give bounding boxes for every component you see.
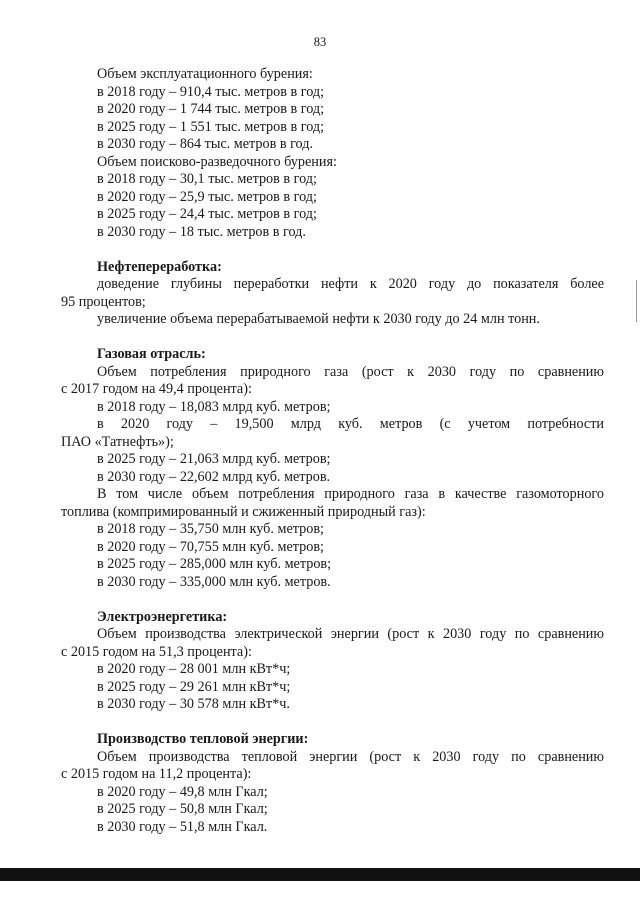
exploration-drilling-title: Объем поисково-разведочного бурения:: [97, 153, 337, 170]
refining-depth-line-cont: 95 процентов;: [61, 293, 146, 310]
gas-motor-intro: В том числе объем потребления природного газа в качестве газомоторного: [97, 486, 604, 502]
list-item: в 2025 году – 29 261 млн кВт*ч;: [97, 678, 291, 695]
list-item: в 2025 году – 1 551 тыс. метров в год;: [97, 118, 325, 135]
list-item: в 2030 году – 22,602 млрд куб. метров.: [97, 468, 331, 485]
list-item-cont: ПАО «Татнефть»);: [61, 433, 174, 450]
list-item: в 2018 году – 18,083 млрд куб. метров;: [97, 398, 331, 415]
list-item: в 2030 году – 18 тыс. метров в год.: [97, 223, 306, 240]
electricity-intro-cont: с 2015 годом на 51,3 процента):: [61, 643, 252, 660]
section-gap: [61, 714, 604, 732]
list-item: в 2025 году – 24,4 тыс. метров в год;: [97, 206, 317, 222]
exploitation-drilling-title: Объем эксплуатационного бурения:: [97, 66, 313, 82]
scan-edge-mark: [636, 280, 637, 322]
list-item: в 2020 году – 19,500 млрд куб. метров (с учетом потребности: [97, 416, 604, 432]
gas-motor-intro-cont: топлива (компримированный и сжиженный природный газ):: [61, 503, 426, 520]
list-item: в 2018 году – 30,1 тыс. метров в год;: [97, 171, 317, 187]
heat-heading: Производство тепловой энергии:: [97, 731, 309, 747]
refining-heading: Нефтепереработка:: [97, 258, 222, 275]
list-item: в 2030 году – 864 тыс. метров в год.: [97, 136, 314, 152]
list-item: в 2020 году – 25,9 тыс. метров в год;: [97, 188, 317, 205]
list-item: в 2030 году – 30 578 млн кВт*ч.: [97, 696, 290, 712]
scan-bottom-bar: [0, 868, 640, 881]
page-number: 83: [313, 35, 327, 49]
section-gap: [61, 329, 604, 347]
list-item: в 2025 году – 50,8 млн Гкал;: [97, 801, 268, 817]
refining-depth-line: доведение глубины переработки нефти к 2020 году до показателя более: [97, 276, 604, 292]
list-item: в 2020 году – 1 744 тыс. метров в год;: [97, 101, 325, 117]
list-item: в 2020 году – 28 001 млн кВт*ч;: [97, 661, 291, 677]
section-gap: [61, 241, 604, 259]
gas-heading: Газовая отрасль:: [97, 346, 206, 362]
list-item: в 2018 году – 910,4 тыс. метров в год;: [97, 83, 325, 100]
list-item: в 2030 году – 51,8 млн Гкал.: [97, 818, 268, 835]
list-item: в 2020 году – 70,755 млн куб. метров;: [97, 538, 324, 555]
gas-intro-cont: с 2017 годом на 49,4 процента):: [61, 381, 252, 397]
list-item: в 2025 году – 21,063 млрд куб. метров;: [97, 451, 331, 467]
list-item: в 2030 году – 335,000 млн куб. метров.: [97, 573, 331, 590]
section-gap: [61, 591, 604, 609]
heat-intro-cont: с 2015 годом на 11,2 процента):: [61, 766, 252, 782]
refining-volume-line: увеличение объема перерабатываемой нефти к 2030 году до 24 млн тонн.: [97, 311, 540, 327]
electricity-heading: Электроэнергетика:: [97, 608, 228, 625]
electricity-intro: Объем производства электрической энергии (рост к 2030 году по сравнению: [97, 626, 604, 642]
list-item: в 2025 году – 285,000 млн куб. метров;: [97, 556, 332, 572]
heat-intro: Объем производства тепловой энергии (рост к 2030 году по сравнению: [97, 748, 604, 765]
gas-intro: Объем потребления природного газа (рост к 2030 году по сравнению: [97, 363, 604, 380]
document-body: [61, 66, 604, 836]
list-item: в 2020 году – 49,8 млн Гкал;: [97, 783, 268, 800]
list-item: в 2018 году – 35,750 млн куб. метров;: [97, 521, 324, 537]
